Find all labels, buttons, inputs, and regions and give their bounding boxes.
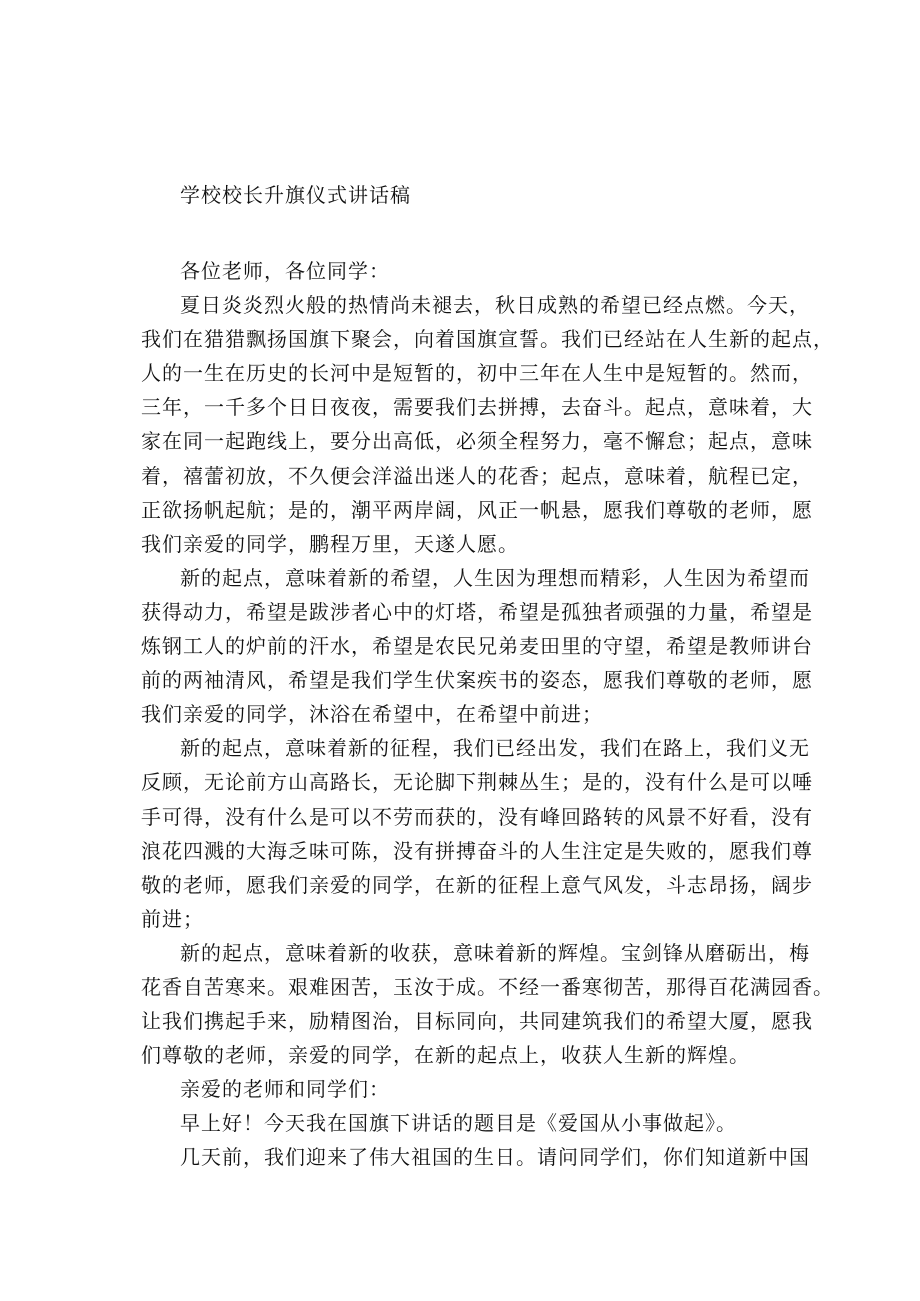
body-line: 新的起点，意味着新的征程，我们已经出发，我们在路上，我们义无 [180, 736, 810, 761]
body-line: 敬的老师，愿我们亲爱的同学，在新的征程上意气风发，斗志昂扬，阔步 [141, 872, 813, 897]
body-line: 让我们携起手来，励精图治，目标同向，共同建筑我们的希望大厦，愿我 [141, 1009, 813, 1034]
body-line: 新的起点，意味着新的收获，意味着新的辉煌。宝剑锋从磨砺出，梅 [180, 940, 810, 965]
body-line: 反顾，无论前方山高路长，无论脚下荆棘丛生；是的，没有什么是可以唾 [141, 770, 813, 795]
document-body [141, 254, 834, 1175]
body-line: 夏日炎炎烈火般的热情尚未褪去，秋日成熟的希望已经点燃。今天， [180, 293, 810, 318]
body-line: 着，禧蕾初放，不久便会洋溢出迷人的花香；起点，意味着，航程已定， [141, 463, 813, 488]
body-line: 花香自苦寒来。艰难困苦，玉汝于成。不经一番寒彻苦，那得百花满园香。 [141, 974, 834, 999]
document-title: 学校校长升旗仪式讲话稿 [180, 183, 411, 207]
body-line: 我们亲爱的同学，沐浴在希望中，在希望中前进； [141, 702, 603, 727]
body-line: 几天前，我们迎来了伟大祖国的生日。请问同学们，你们知道新中国 [180, 1145, 810, 1170]
body-line: 亲爱的老师和同学们： [180, 1077, 390, 1102]
body-line: 家在同一起跑线上，要分出高低，必须全程努力，毫不懈怠；起点，意味 [141, 429, 813, 454]
body-line: 我们亲爱的同学，鹏程万里，天遂人愿。 [141, 531, 519, 556]
body-line: 手可得，没有什么是可以不劳而获的，没有峰回路转的风景不好看，没有 [141, 804, 813, 829]
body-line: 三年，一千多个日日夜夜，需要我们去拼搏，去奋斗。起点，意味着，大 [141, 395, 813, 420]
body-line: 人的一生在历史的长河中是短暂的，初中三年在人生中是短暂的。然而， [141, 361, 813, 386]
body-line: 炼钢工人的炉前的汗水，希望是农民兄弟麦田里的守望，希望是教师讲台 [141, 634, 813, 659]
body-line: 正欲扬帆起航；是的，潮平两岸阔，风正一帆悬，愿我们尊敬的老师，愿 [141, 497, 813, 522]
body-line: 早上好！今天我在国旗下讲话的题目是《爱国从小事做起》。 [180, 1111, 737, 1136]
body-line: 前进； [141, 906, 204, 931]
body-line: 前的两袖清风，希望是我们学生伏案疾书的姿态，愿我们尊敬的老师，愿 [141, 668, 813, 693]
body-line: 各位老师，各位同学： [180, 259, 390, 283]
body-line: 新的起点，意味着新的希望，人生因为理想而精彩，人生因为希望而 [180, 565, 810, 590]
body-line: 获得动力，希望是跋涉者心中的灯塔，希望是孤独者顽强的力量，希望是 [141, 599, 813, 624]
body-line: 浪花四溅的大海乏味可陈，没有拼搏奋斗的人生注定是失败的，愿我们尊 [141, 838, 813, 863]
body-line: 们尊敬的老师，亲爱的同学，在新的起点上，收获人生新的辉煌。 [141, 1043, 750, 1068]
body-line: 我们在猎猎飘扬国旗下聚会，向着国旗宣誓。我们已经站在人生新的起点， [141, 327, 834, 352]
